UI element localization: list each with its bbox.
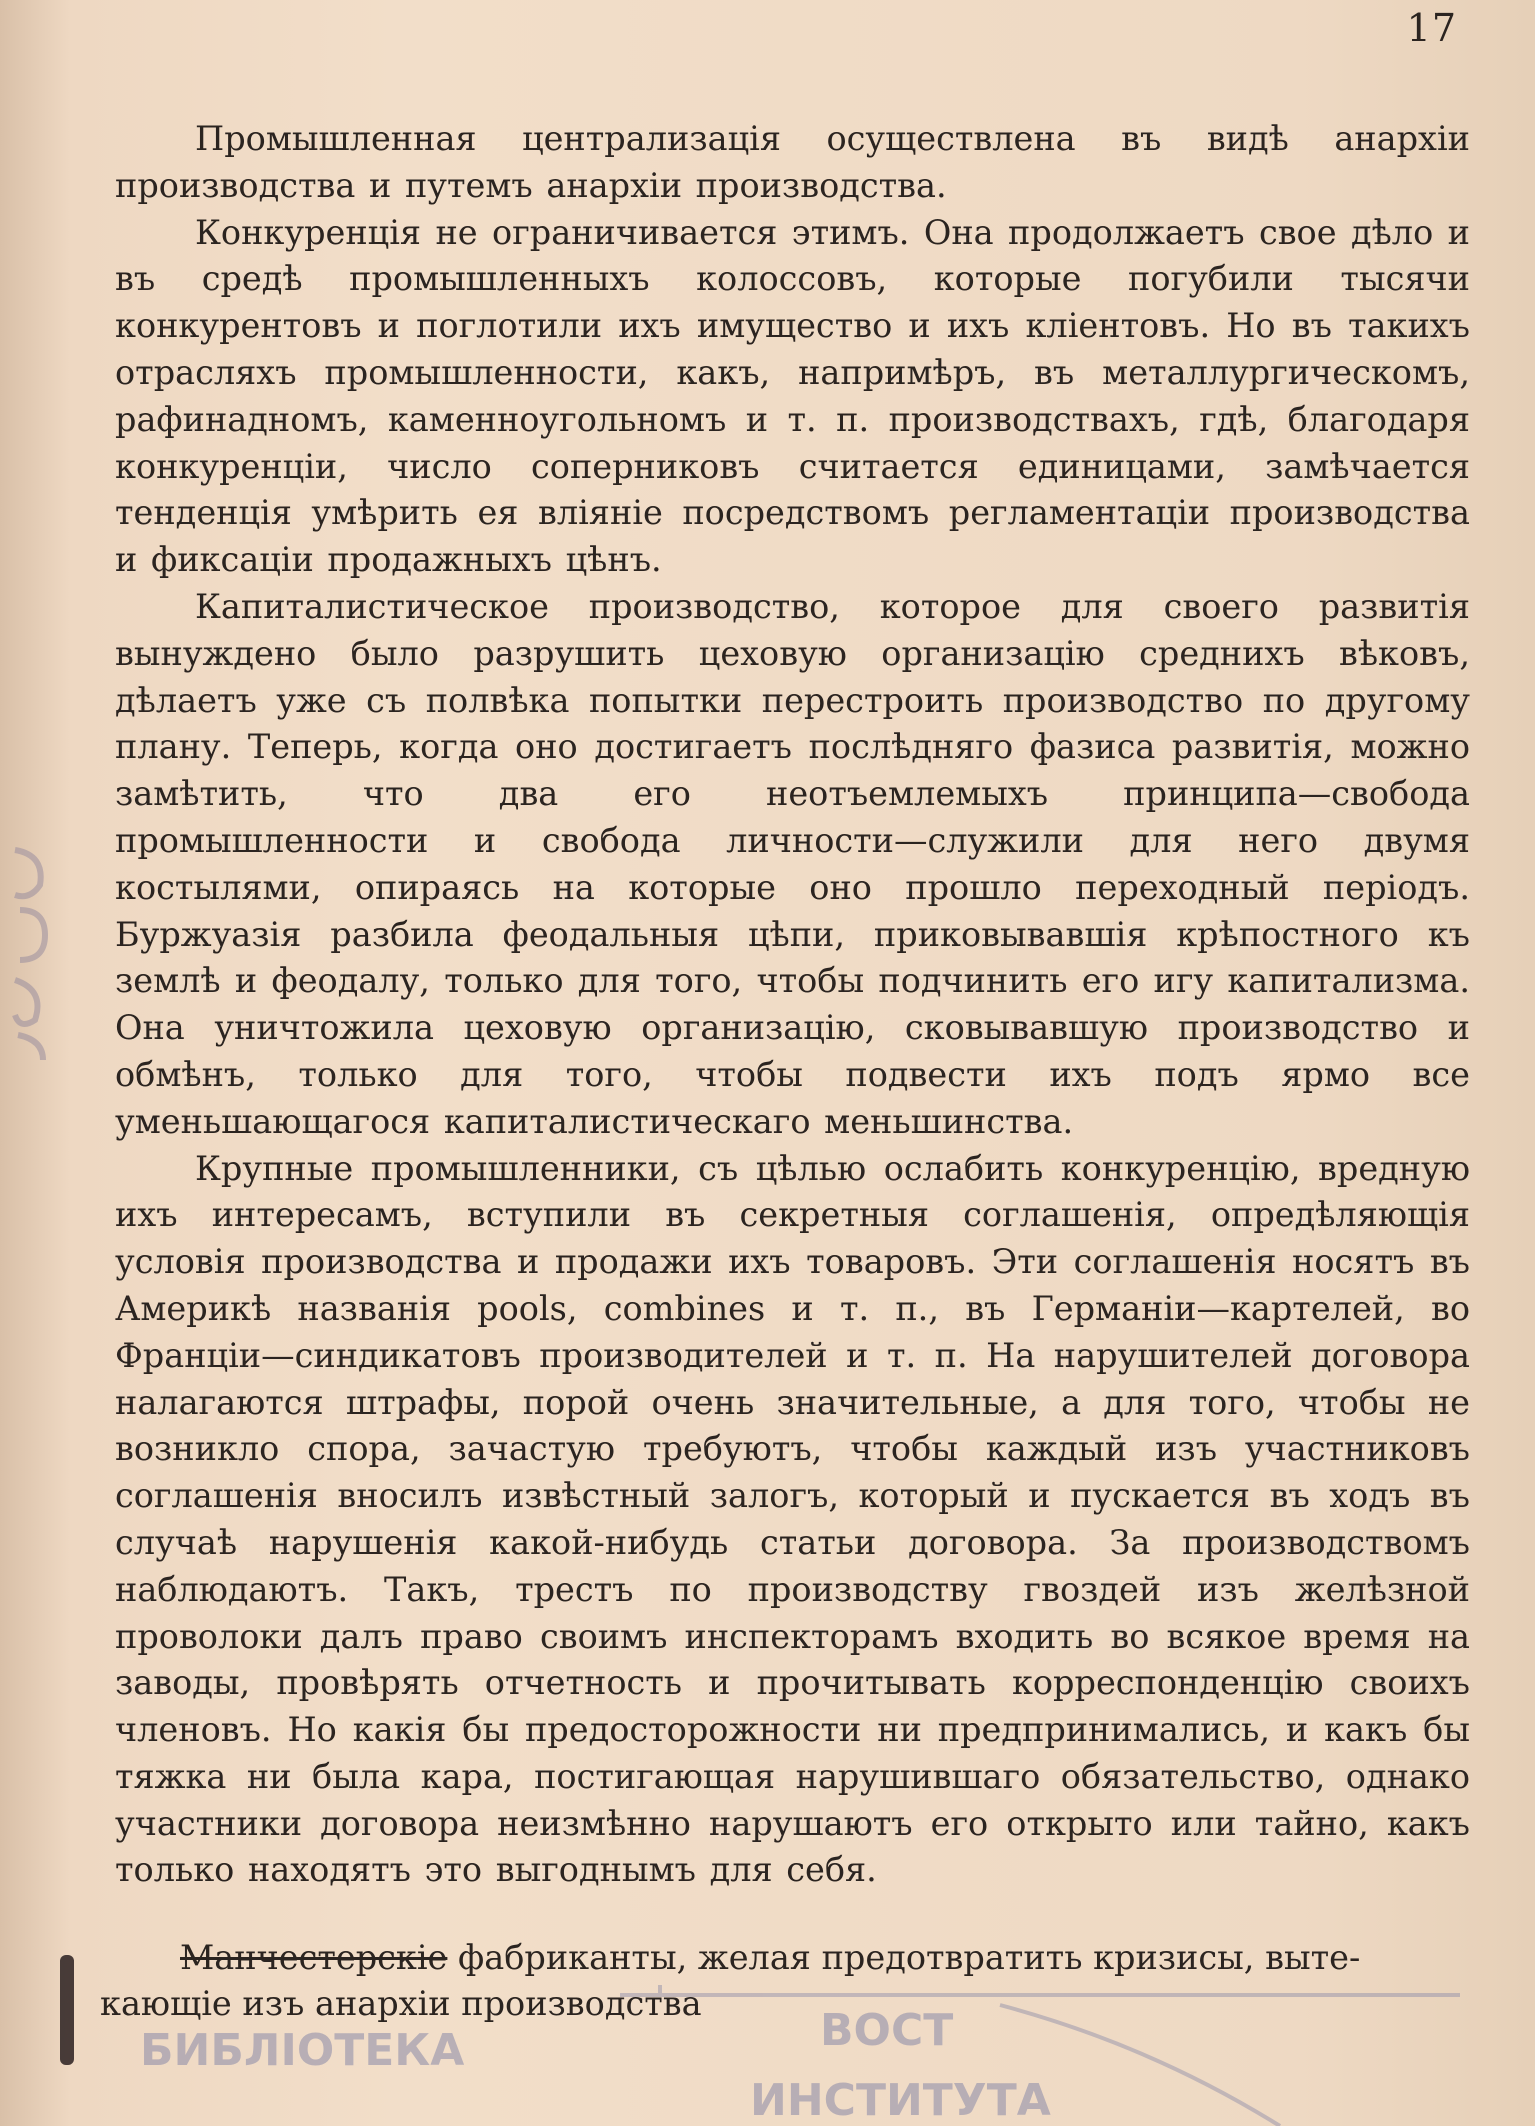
stamp-bottom-lines (100, 1985, 1500, 2126)
stamp-left-graphic (0, 840, 70, 1080)
ink-mark (60, 1955, 74, 2065)
paragraph-2: Конкуренція не ограничивается этимъ. Она продолжаетъ свое дѣло и въ средѣ промышленныхъ колоссовъ, которые погубили тысячи конкурентовъ и поглотили ихъ имущество и ихъ кліентовъ. Но въ такихъ отрасляхъ промышленности, какъ, напримѣръ, въ металлургическомъ, рафинадномъ, каменноугольномъ и т. п. производствахъ, гдѣ, благодаря конкуренціи, число соперниковъ считается единицами, замѣчается тенденція умѣрить ея вліяніе посредствомъ регламентаціи производства и фиксаціи продажныхъ цѣнъ. (115, 212, 1470, 580)
struck-word: Манчестерскіе (180, 1938, 448, 1977)
footer-line-1-rest: фабриканты, желая предотвратить кризисы, выте- (458, 1938, 1361, 1977)
library-stamp-bottom (100, 1985, 1500, 2126)
body-text (115, 116, 1470, 1894)
stamp-text-institute: ИНСТИТУТА (750, 2075, 1051, 2126)
stamp-text-vost: ВОСТ (820, 2005, 954, 2056)
library-stamp-left (0, 840, 70, 1080)
paragraph-3: Капиталистическое производство, которое для своего развитія вынуждено было разрушить цеховую организацію среднихъ вѣковъ, дѣлаетъ уже съ полвѣка попытки перестроить производство по другому плану. Теперь, когда оно достигаетъ послѣдняго фазиса развитія, можно замѣтить, что два его неотъемлемыхъ принципа—свобода промышленности и свобода личности—служили для него двумя костылями, опираясь на которые оно прошло переходный періодъ. Буржуазія разбила феодальныя цѣпи, приковывавшія крѣпостного къ землѣ и феодалу, только для того, чтобы подчинить его игу капитализма. Она уничтожила цеховую организацію, сковывавшую производство и обмѣнъ, только для того, чтобы подвести ихъ подъ ярмо все уменьшающагося капиталистическаго меньшинства. (115, 586, 1470, 1141)
footer-line-2: кающіе изъ анархіи производства (100, 1984, 702, 2023)
paragraph-1: Промышленная централизація осуществлена въ видѣ анархіи производства и путемъ анархіи производства. (115, 119, 1470, 205)
footer-line-1 (100, 1935, 1480, 1981)
page-number: 17 (1406, 6, 1457, 50)
stamp-text-library: БИБЛІОТЕКА (140, 2025, 465, 2076)
paragraph-4: Крупные промышленники, съ цѣлью ослабить конкуренцію, вредную ихъ интересамъ, вступили въ секретныя соглашенія, опредѣляющія условія производства и продажи ихъ товаровъ. Эти соглашенія носятъ въ Америкѣ названія pools, combines и т. п., въ Германіи—картелей, во Франціи—синдикатовъ производителей и т. п. На нарушителей договора налагаются штрафы, порой очень значительные, а для того, чтобы не возникло спора, зачастую требуютъ, чтобы каждый изъ участниковъ соглашенія вносилъ извѣстный залогъ, который и пускается въ ходъ въ случаѣ нарушенія какой-нибудь статьи договора. За производствомъ наблюдаютъ. Такъ, трестъ по производству гвоздей изъ желѣзной проволоки далъ право своимъ инспекторамъ входить во всякое время на заводы, провѣрять отчетность и прочитывать корреспонденцію своихъ членовъ. Но какія бы предосторожности ни предпринимались, и какъ бы тяжка ни была кара, постигающая нарушившаго обязательство, однако участники договора неизмѣнно нарушаютъ его открыто или тайно, какъ только находятъ это выгоднымъ для себя. (115, 1148, 1470, 1890)
